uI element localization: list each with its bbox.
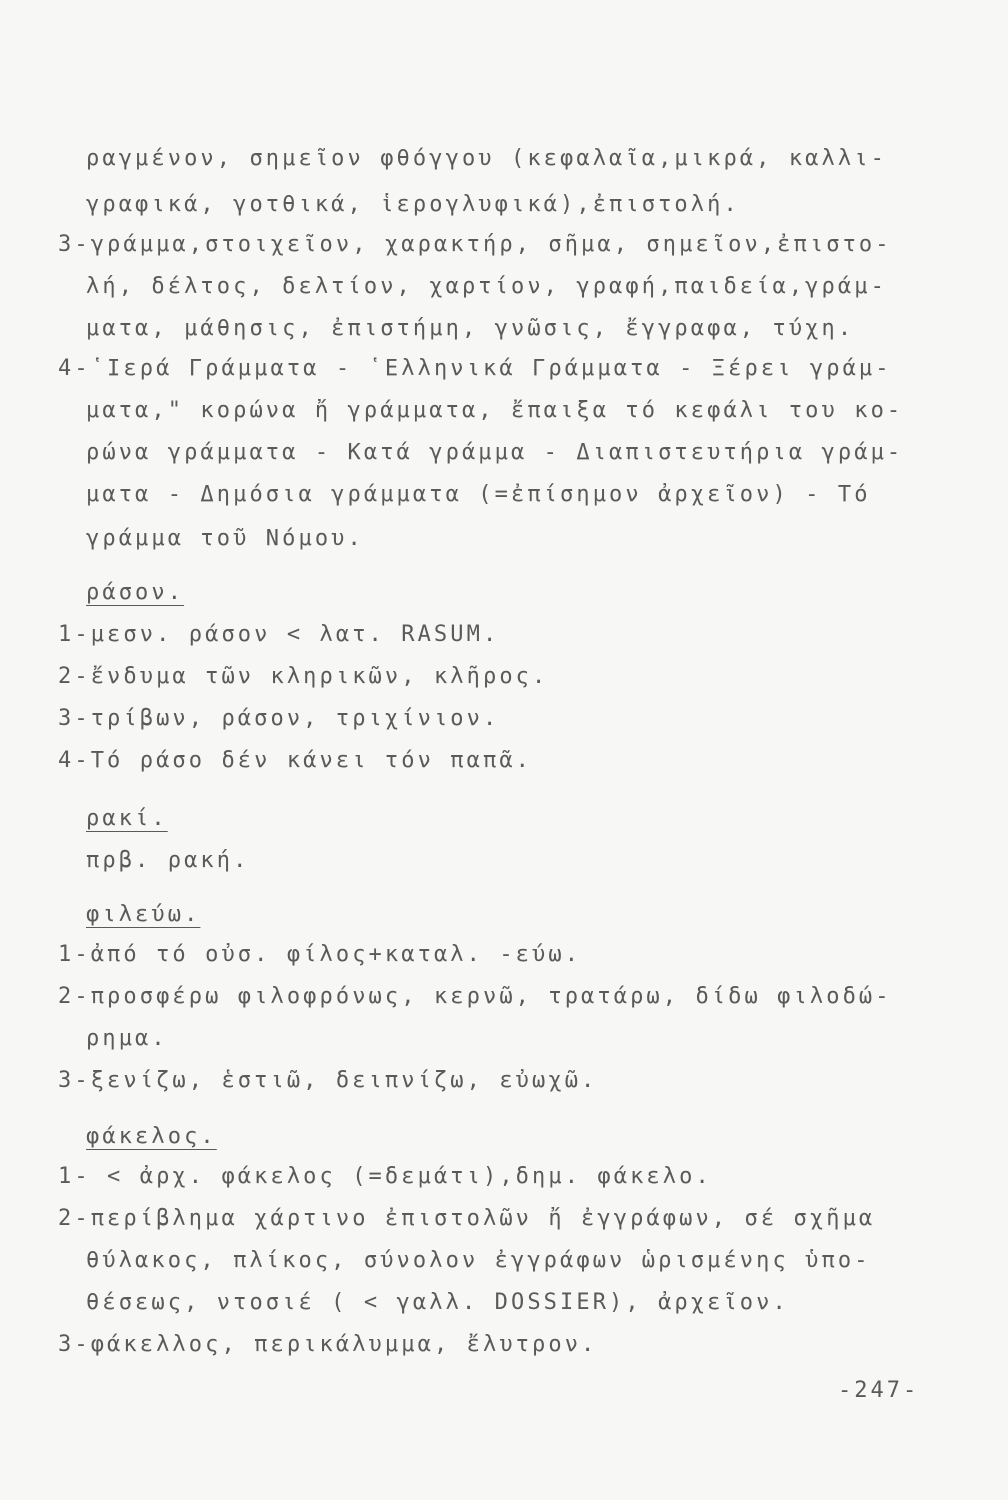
text-line: 3-γράμμα,στοιχεῖον, χαρακτήρ, σῆμα, σημεῖον,ἐπιστο- xyxy=(58,232,892,257)
text-line: ματα," κορώνα ἤ γράμματα, ἔπαιξα τό κεφάλι του κο- xyxy=(86,398,904,423)
text-line: 2-ἔνδυμα τῶν κληρικῶν, κλῆρος. xyxy=(58,664,549,689)
text-line: πρβ. ρακή. xyxy=(86,848,250,873)
text-line: 1-μεσν. ράσον < λατ. RASUM. xyxy=(58,622,500,647)
text-line: ρώνα γράμματα - Κατά γράμμα - Διαπιστευτήρια γράμ- xyxy=(86,440,904,465)
page-number: -247- xyxy=(838,1378,920,1403)
text-line: λή, δέλτος, δελτίον, χαρτίον, γραφή,παιδεία,γράμ- xyxy=(86,274,887,299)
entry-heading: ρακί. xyxy=(86,806,168,831)
text-line: 1- < ἀρχ. φάκελος (=δεμάτι),δημ. φάκελο. xyxy=(58,1164,712,1189)
text-line: 4-῾Ιερά Γράμματα - ῾Ελληνικά Γράμματα - Ξέρει γράμ- xyxy=(58,356,892,381)
text-line: 4-Τό ράσο δέν κάνει τόν παπᾶ. xyxy=(58,748,533,773)
text-line: 3-φάκελλος, περικάλυμμα, ἔλυτρον. xyxy=(58,1332,598,1357)
text-line: 2-περίβλημα χάρτινο ἐπιστολῶν ἤ ἐγγράφων, σέ σχῆμα xyxy=(58,1206,876,1231)
text-line: ματα - Δημόσια γράμματα (=ἐπίσημον ἀρχεῖον) - Τό xyxy=(86,482,871,507)
text-line: θύλακος, πλίκος, σύνολον ἐγγράφων ὡρισμένης ὑπο- xyxy=(86,1248,871,1273)
text-line: 1-ἀπό τό οὐσ. φίλος+καταλ. -εύω. xyxy=(58,942,582,967)
text-line: 3-ξενίζω, ἑστιῶ, δειπνίζω, εὐωχῶ. xyxy=(58,1068,598,1093)
text-line: ρημα. xyxy=(86,1026,168,1051)
text-line: ραγμένον, σημεῖον φθόγγου (κεφαλαῖα,μικρά, καλλι- xyxy=(86,146,887,171)
entry-heading: φιλεύω. xyxy=(86,902,201,927)
text-line: 3-τρίβων, ράσον, τριχίνιον. xyxy=(58,706,500,731)
entry-heading: φάκελος. xyxy=(86,1124,217,1149)
text-line: γραφικά, γοτθικά, ἱερογλυφικά),ἐπιστολή. xyxy=(86,192,740,217)
text-line: ματα, μάθησις, ἐπιστήμη, γνῶσις, ἔγγραφα, τύχη. xyxy=(86,316,855,341)
text-line: γράμμα τοῦ Νόμου. xyxy=(86,526,364,551)
entry-heading: ράσον. xyxy=(86,580,185,605)
text-line: 2-προσφέρω φιλοφρόνως, κερνῶ, τρατάρω, δίδω φιλοδώ- xyxy=(58,984,892,1009)
text-line: θέσεως, ντοσιέ ( < γαλλ. DOSSIER), ἀρχεῖον. xyxy=(86,1290,789,1315)
